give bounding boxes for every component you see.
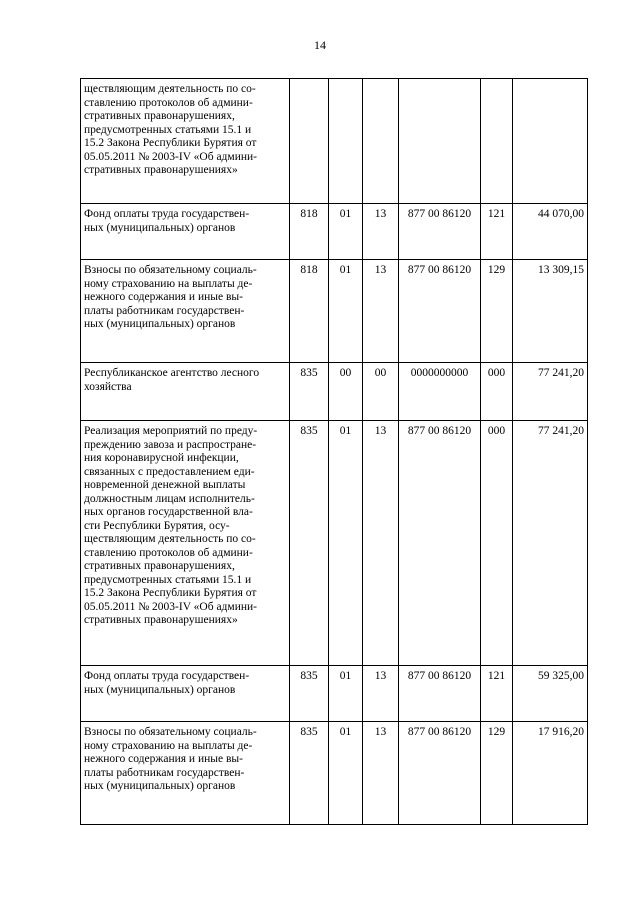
section-code: 01: [329, 260, 363, 363]
name-line: предусмотренных статьями 15.1 и: [84, 573, 252, 586]
row-name: [81, 260, 290, 363]
subsection-code: [363, 79, 399, 204]
name-line: ществляющим деятельность по со-: [84, 533, 256, 545]
row-name: [81, 421, 290, 666]
subsection-code: 13: [363, 204, 399, 260]
target-article-code: 877 00 86120: [399, 260, 481, 363]
ved-code: 835: [290, 722, 329, 825]
name-line: Реализация мероприятий по преду-: [84, 425, 258, 437]
name-line: Взносы по обязательному социаль-: [84, 726, 257, 738]
name-line: связанных с предоставлением еди-: [84, 465, 255, 478]
table-row: [81, 421, 588, 666]
name-line: платы работникам государствен-: [84, 766, 245, 779]
name-line: стративных правонарушениях,: [84, 560, 235, 572]
ved-code: 835: [290, 363, 329, 421]
name-line: платы работникам государствен-: [84, 304, 245, 317]
section-code: 01: [329, 204, 363, 260]
row-name: [81, 722, 290, 825]
ved-code: [290, 79, 329, 204]
name-line: Республиканское агентство лесного: [84, 367, 260, 379]
expense-type-code: 000: [481, 421, 513, 666]
table-row: [81, 722, 588, 825]
subsection-code: 13: [363, 260, 399, 363]
expense-type-code: 121: [481, 204, 513, 260]
name-line: ставлению протоколов об админи-: [84, 546, 253, 559]
budget-table: [80, 78, 588, 825]
target-article-code: [399, 79, 481, 204]
amount: 13 309,15: [513, 260, 588, 363]
amount: 17 916,20: [513, 722, 588, 825]
name-line: нежного содержания и иные вы-: [84, 753, 243, 765]
section-code: [329, 79, 363, 204]
target-article-code: 877 00 86120: [399, 666, 481, 722]
expense-type-code: 121: [481, 666, 513, 722]
name-line: предусмотренных статьями 15.1 и: [84, 123, 252, 136]
name-line: ществляющим деятельность по со-: [84, 83, 256, 95]
amount: 77 241,20: [513, 421, 588, 666]
page-number: 14: [314, 38, 326, 52]
name-line: должностным лицам исполнитель-: [84, 492, 255, 505]
name-line: стративных правонарушениях,: [84, 110, 235, 122]
name-line: преждению завоза и распростране-: [84, 438, 257, 451]
name-line: ных (муниципальных) органов: [84, 683, 236, 696]
expense-type-code: 129: [481, 722, 513, 825]
expense-type-code: 000: [481, 363, 513, 421]
table-row: [81, 666, 588, 722]
table-row: [81, 260, 588, 363]
name-line: 15.2 Закона Республики Бурятия от: [84, 587, 257, 599]
name-line: стративных правонарушениях»: [84, 164, 238, 176]
name-line: стративных правонарушениях»: [84, 614, 238, 626]
target-article-code: 0000000000: [399, 363, 481, 421]
ved-code: 835: [290, 666, 329, 722]
subsection-code: 13: [363, 421, 399, 666]
row-name: [81, 363, 290, 421]
name-line: хозяйства: [84, 380, 132, 393]
name-line: ному страхованию на выплаты де-: [84, 739, 253, 752]
subsection-code: 13: [363, 722, 399, 825]
name-line: 15.2 Закона Республики Бурятия от: [84, 137, 257, 149]
name-line: ных (муниципальных) органов: [84, 318, 236, 330]
name-line: нежного содержания и иные вы-: [84, 291, 243, 303]
amount: 59 325,00: [513, 666, 588, 722]
expense-type-code: [481, 79, 513, 204]
amount: 77 241,20: [513, 363, 588, 421]
name-line: ных (муниципальных) органов: [84, 780, 236, 792]
section-code: 01: [329, 421, 363, 666]
target-article-code: 877 00 86120: [399, 421, 481, 666]
name-line: новременной денежной выплаты: [84, 479, 246, 491]
section-code: 01: [329, 666, 363, 722]
section-code: 00: [329, 363, 363, 421]
subsection-code: 00: [363, 363, 399, 421]
expense-type-code: 129: [481, 260, 513, 363]
name-line: ных (муниципальных) органов: [84, 221, 236, 234]
row-name: [81, 666, 290, 722]
name-line: ному страхованию на выплаты де-: [84, 277, 253, 290]
row-name: [81, 204, 290, 260]
ved-code: 835: [290, 421, 329, 666]
name-line: Взносы по обязательному социаль-: [84, 264, 257, 276]
amount: 44 070,00: [513, 204, 588, 260]
ved-code: 818: [290, 260, 329, 363]
name-line: 05.05.2011 № 2003-IV «Об админи-: [84, 150, 257, 163]
section-code: 01: [329, 722, 363, 825]
name-line: ния коронавирусной инфекции,: [84, 452, 239, 464]
name-line: 05.05.2011 № 2003-IV «Об админи-: [84, 600, 257, 613]
ved-code: 818: [290, 204, 329, 260]
target-article-code: 877 00 86120: [399, 722, 481, 825]
name-line: сти Республики Бурятия, осу-: [84, 519, 230, 532]
table-row: [81, 79, 588, 204]
name-line: ставлению протоколов об админи-: [84, 96, 253, 109]
name-line: ных органов государственной вла-: [84, 506, 253, 518]
table-row: [81, 204, 588, 260]
subsection-code: 13: [363, 666, 399, 722]
table-row: [81, 363, 588, 421]
target-article-code: 877 00 86120: [399, 204, 481, 260]
row-name: [81, 79, 290, 204]
name-line: Фонд оплаты труда государствен-: [84, 670, 250, 682]
name-line: Фонд оплаты труда государствен-: [84, 208, 250, 220]
amount: [513, 79, 588, 204]
